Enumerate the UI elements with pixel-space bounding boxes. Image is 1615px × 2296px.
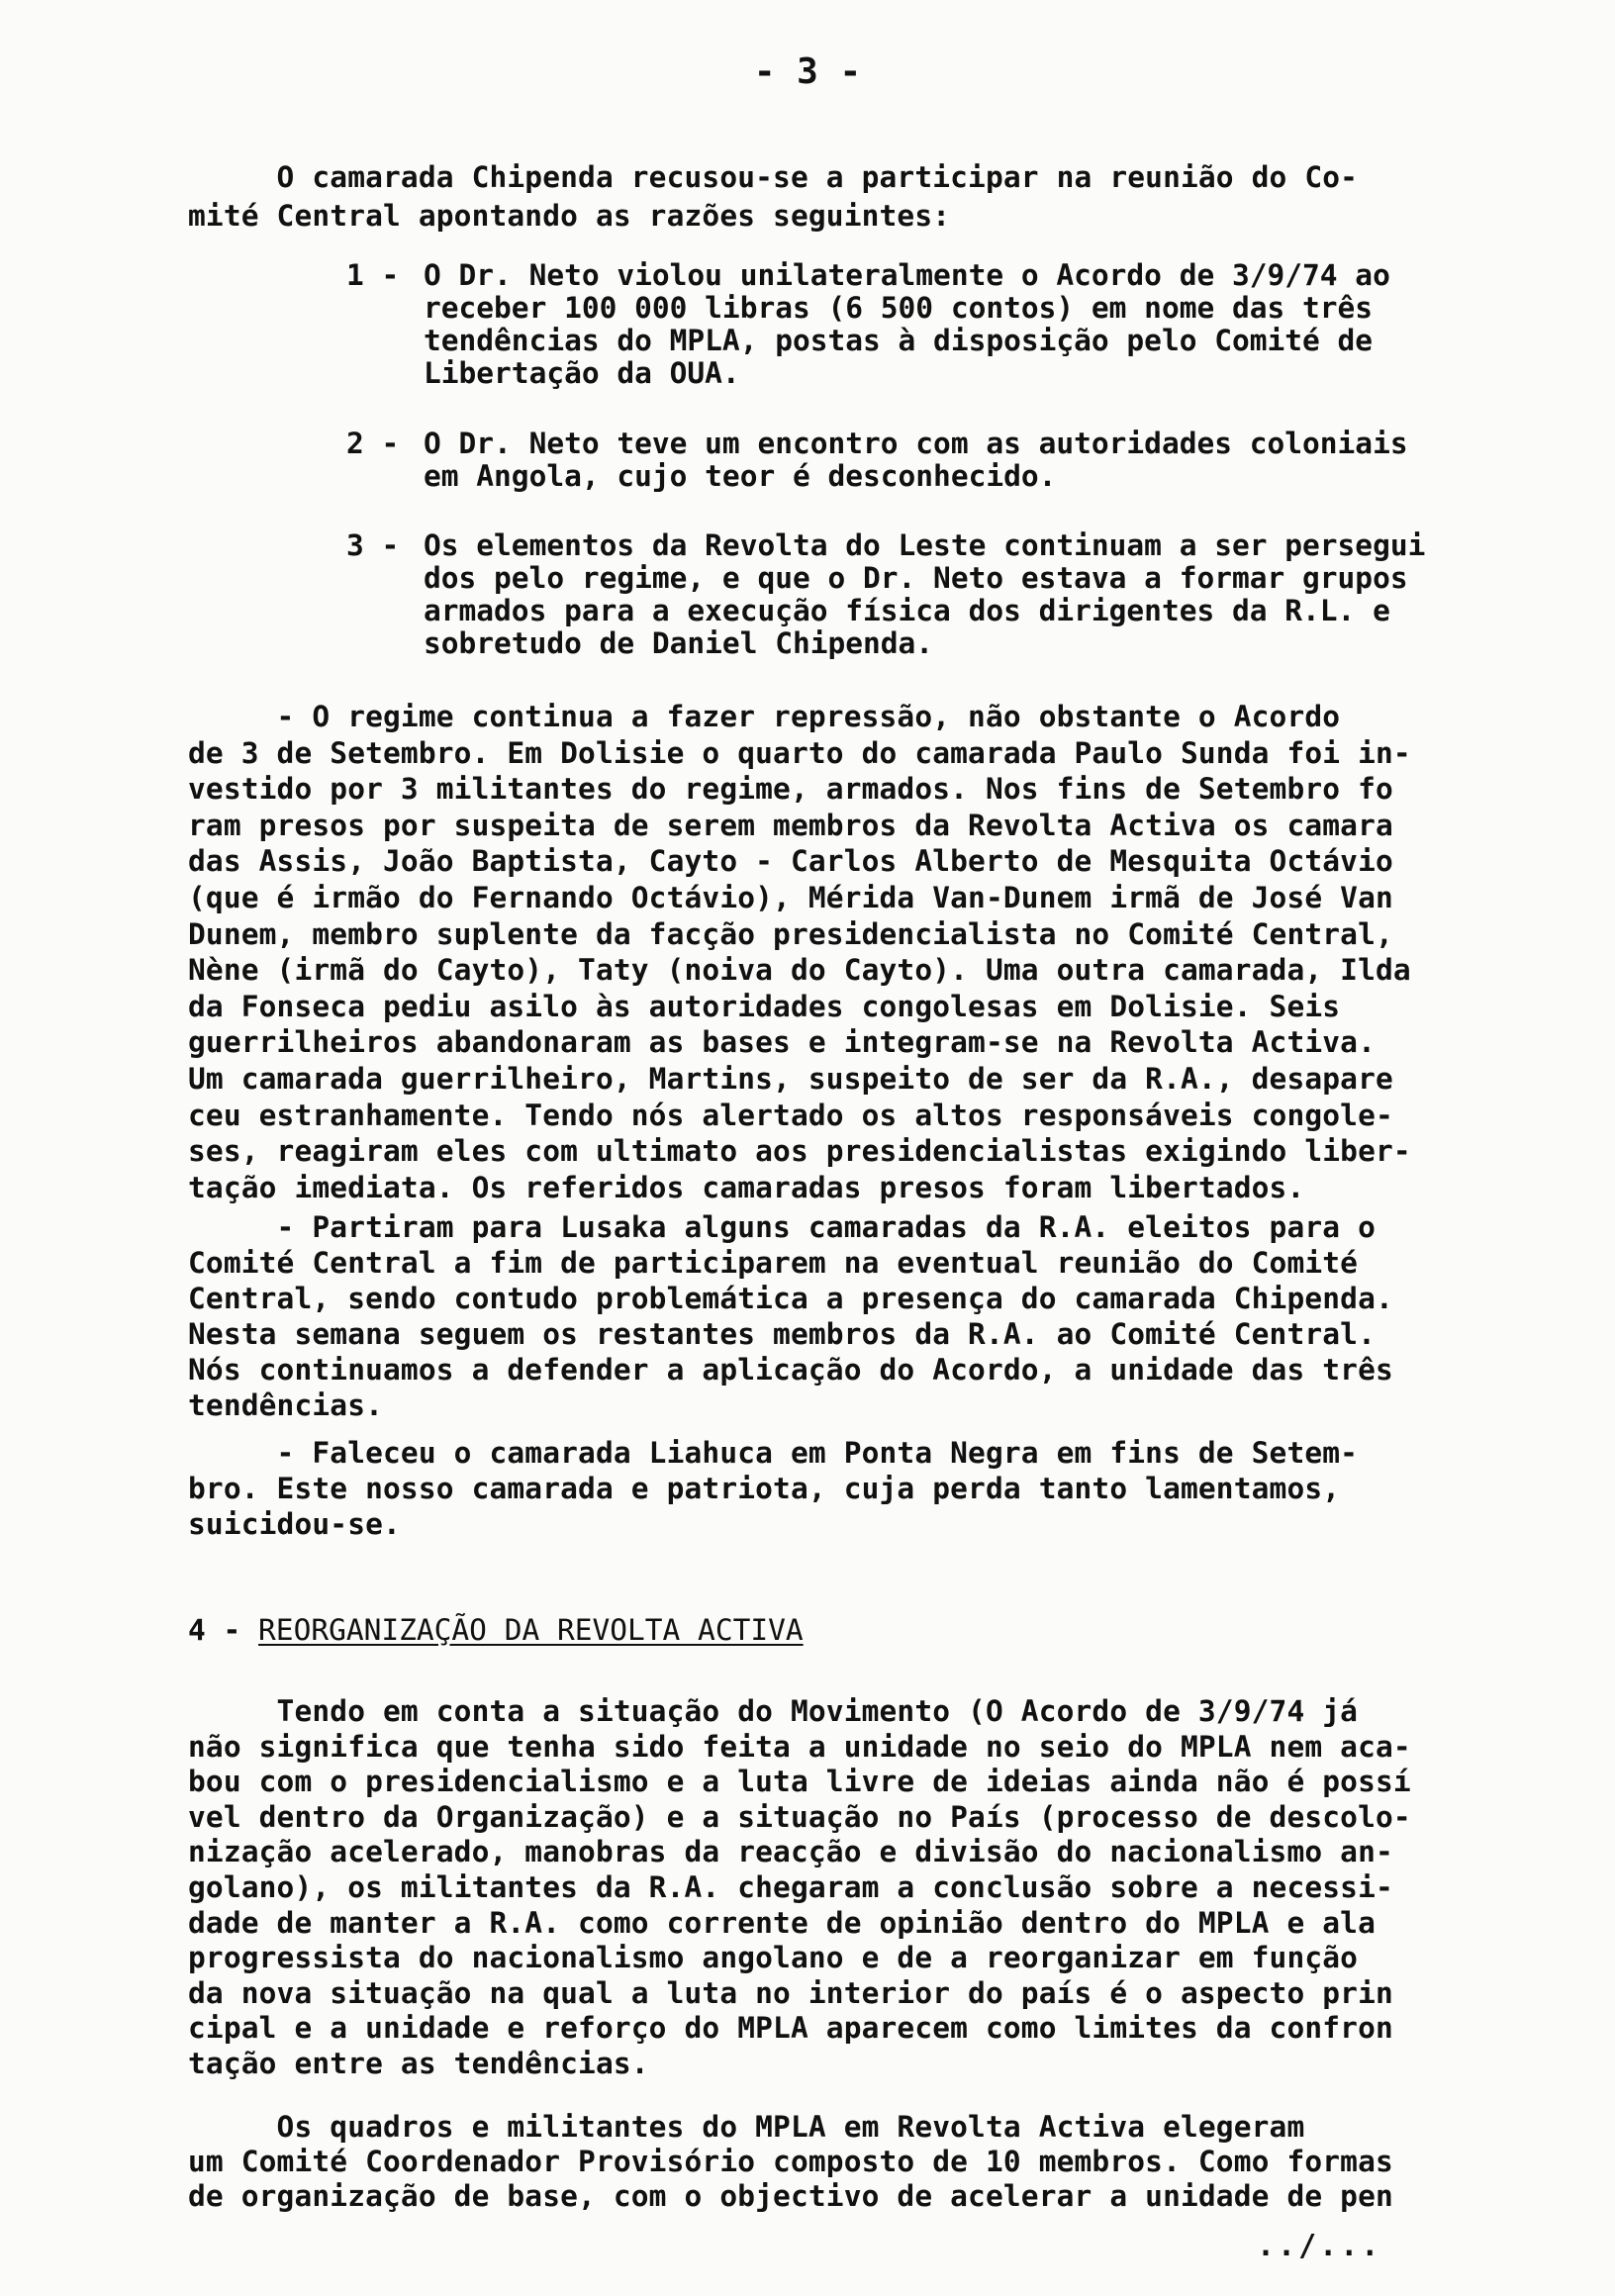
- reason-text: O Dr. Neto violou unilateralmente o Acordo de 3/9/74 ao receber 100 000 libras (6 500 contos) em nome das três tendências do MPLA, postas à disposição pelo Comité de Libertação da OUA.: [424, 258, 1390, 390]
- reason-number: 2 -: [346, 427, 400, 460]
- paragraph-situacao: Tendo em conta a situação do Movimento (O Acordo de 3/9/74 já não significa que tenha sido feita a unidade no seio do MPLA nem aca- bou com o presidencialismo e a luta livre de ideias ainda não é possí vel dentro da Organização) e a situação no País (processo de descolo- nização acelerado, manobras da reacção e divisão do nacionalismo an- golano), os militantes da R.A. chegaram a conclusão sobre a necessi- dade de manter a R.A. como corrente de opinião dentro do MPLA e ala progressista do nacionalismo angolano e de a reorganizar em função da nova situação na qual a luta no interior do país é o aspecto prin cipal e a unidade e reforço do MPLA aparecem como limites da confron tação entre as tendências.: [188, 1694, 1411, 2080]
- section-number: 4 -: [188, 1613, 259, 1647]
- paragraph-liahuca: - Faleceu o camarada Liahuca em Ponta Negra em fins de Setem- bro. Este nosso camarada e patriota, cuja perda tanto lamentamos, suicidou-se.: [188, 1436, 1359, 1541]
- reason-number: 3 -: [346, 528, 400, 562]
- reason-text: Os elementos da Revolta do Leste continuam a ser persegui dos pelo regime, e que o Dr. Neto estava a formar grupos armados para a execução física dos dirigentes da R.L. e sobretudo de Daniel Chipenda.: [424, 528, 1426, 660]
- intro-paragraph: O camarada Chipenda recusou-se a participar na reunião do Co- mité Central apontando as razões seguintes:: [188, 160, 1359, 233]
- section-title: REORGANIZAÇÃO DA REVOLTA ACTIVA: [258, 1613, 804, 1647]
- paragraph-quadros: Os quadros e militantes do MPLA em Revolta Activa elegeram um Comité Coordenador Provisório composto de 10 membros. Como formas de organização de base, com o objectivo de acelerar a unidade de pen: [188, 2110, 1393, 2213]
- reason-text: O Dr. Neto teve um encontro com as autoridades coloniais em Angola, cujo teor é desconhecido.: [424, 427, 1408, 493]
- section-heading: [188, 1613, 804, 1647]
- reason-number: 1 -: [346, 258, 400, 292]
- paragraph-lusaka: - Partiram para Lusaka alguns camaradas da R.A. eleitos para o Comité Central a fim de participarem na eventual reunião do Comité Central, sendo contudo problemática a presença do camarada Chipenda. Nesta semana seguem os restantes membros da R.A. ao Comité Central. Nós continuamos a defender a aplicação do Acordo, a unidade das três tendências.: [188, 1210, 1393, 1422]
- page-number: - 3 -: [753, 51, 862, 92]
- paragraph-repressao: - O regime continua a fazer repressão, não obstante o Acordo de 3 de Setembro. Em Dolisie o quarto do camarada Paulo Sunda foi in- vestido por 3 militantes do regime, armados. Nos fins de Setembro fo ram presos por suspeita de serem membros da Revolta Activa os camara das Assis, João Baptista, Cayto - Carlos Alberto de Mesquita Octávio (que é irmão do Fernando Octávio), Mérida Van-Dunem irmã de José Van Dunem, membro suplente da facção presidencialista no Comité Central, Nène (irmã do Cayto), Taty (noiva do Cayto). Uma outra camarada, Ilda da Fonseca pediu asilo às autoridades congolesas em Dolisie. Seis guerrilheiros abandonaram as bases e integram-se na Revolta Activa. Um camarada guerrilheiro, Martins, suspeito de ser da R.A., desapare ceu estranhamente. Tendo nós alertado os altos responsáveis congole- ses, reagiram eles com ultimato aos presidencialistas exigindo liber- tação imediata. Os referidos camaradas presos foram libertados.: [188, 700, 1411, 1204]
- continuation-mark: ../...: [1257, 2229, 1382, 2263]
